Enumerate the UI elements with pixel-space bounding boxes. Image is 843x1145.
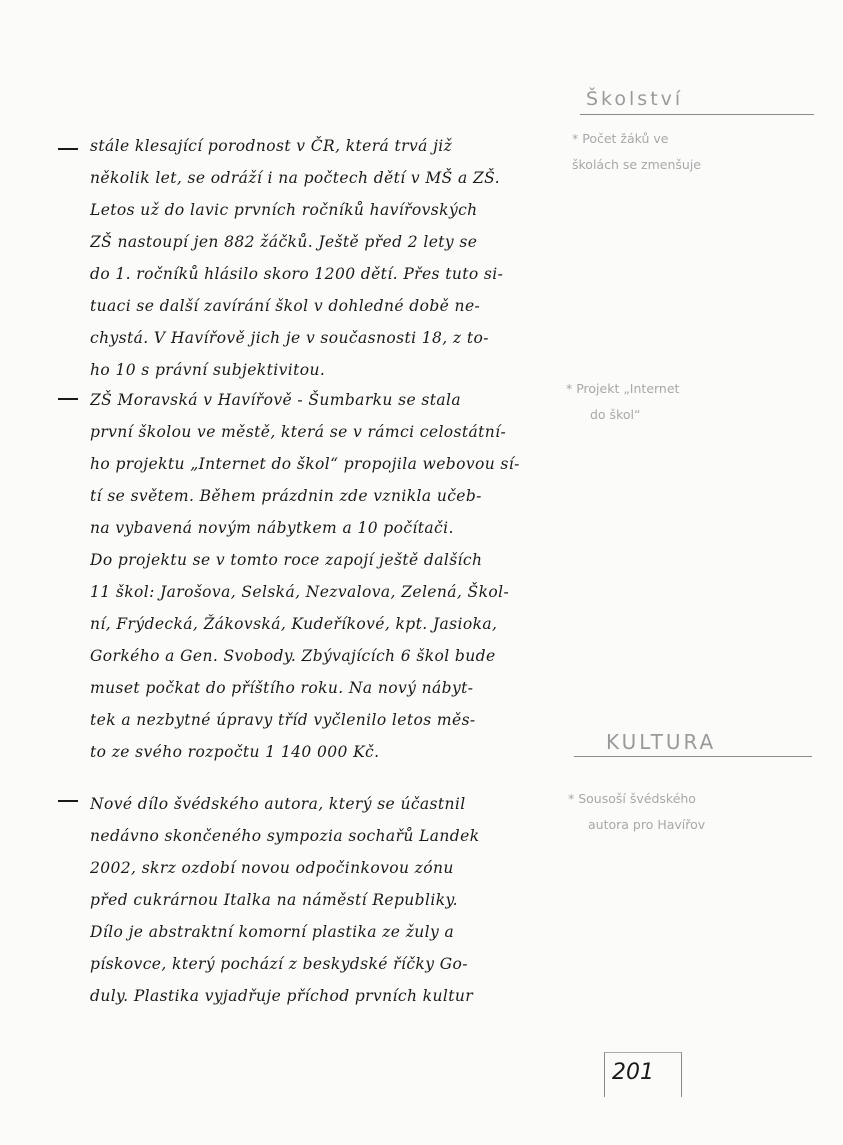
text-line: to ze svého rozpočtu 1 140 000 Kč. — [90, 743, 380, 761]
text-line: muset počkat do příštího roku. Na nový nábyt- — [90, 679, 474, 697]
text-line: do 1. ročníků hlásilo skoro 1200 dětí. Přes tuto si- — [90, 265, 504, 283]
margin-note-1 — [572, 126, 701, 178]
text-line: Letos už do lavic prvních ročníků havířovských — [90, 201, 478, 219]
margin-note-line: školách se zmenšuje — [572, 157, 701, 172]
margin-note-2 — [566, 376, 679, 428]
text-line: několik let, se odráží i na počtech dětí v MŠ a ZŠ. — [90, 169, 500, 187]
text-line: ní, Frýdecká, Žákovská, Kudeříkové, kpt. Jasioka, — [90, 615, 498, 633]
text-line: Nové dílo švédského autora, který se účastnil — [90, 795, 466, 813]
text-line: Gorkého a Gen. Svobody. Zbývajících 6 škol bude — [90, 647, 496, 665]
margin-note-3 — [568, 786, 705, 838]
text-line: ho 10 s právní subjektivitou. — [90, 361, 326, 379]
text-line: ho projektu „Internet do škol“ propojila webovou sí- — [90, 455, 520, 473]
text-line: tí se světem. Během prázdnin zde vznikla učeb- — [90, 487, 482, 505]
text-line: duly. Plastika vyjadřuje příchod prvních kultur — [90, 987, 474, 1005]
text-line: Do projektu se v tomto roce zapojí ještě dalších — [90, 551, 483, 569]
text-line: Dílo je abstraktní komorní plastika ze žuly a — [90, 923, 455, 941]
text-line: nedávno skončeného sympozia sochařů Landek — [90, 827, 480, 845]
text-line: tek a nezbytné úpravy tříd vyčlenilo letos měs- — [90, 711, 476, 729]
heading-rule-skolstvi — [580, 114, 814, 115]
margin-note-line: * Projekt „Internet — [566, 381, 680, 396]
text-line: 2002, skrz ozdobí novou odpočinkovou zónu — [90, 859, 454, 877]
text-line: před cukrárnou Italka na náměstí Republiky. — [90, 891, 458, 909]
heading-kultura: KULTURA — [606, 730, 717, 754]
bullet-dash — [58, 800, 78, 802]
heading-rule-kultura — [574, 756, 812, 757]
margin-note-line: do škol“ — [590, 407, 641, 422]
margin-note-line: autora pro Havířov — [588, 817, 706, 832]
text-line: tuaci se další zavírání škol v dohledné době ne- — [90, 297, 481, 315]
margin-note-line: * Sousoší švédského — [568, 791, 696, 806]
text-line: pískovce, který pochází z beskydské říčky Go- — [90, 955, 468, 973]
heading-skolstvi: Školství — [586, 88, 684, 110]
text-line: ZŠ Moravská v Havířově - Šumbarku se stala — [90, 391, 462, 409]
text-line: na vybavená novým nábytkem a 10 počítači. — [90, 519, 454, 537]
bullet-dash — [58, 148, 78, 150]
text-line: chystá. V Havířově jich je v současnosti 18, z to- — [90, 329, 489, 347]
margin-note-line: * Počet žáků ve — [572, 131, 669, 146]
text-line: stále klesající porodnost v ČR, která trvá již — [90, 137, 453, 155]
bullet-dash — [58, 398, 78, 400]
text-line: ZŠ nastoupí jen 882 žáčků. Ještě před 2 lety se — [90, 233, 478, 251]
text-line: první školou ve městě, která se v rámci celostátní- — [90, 423, 507, 441]
text-line: 11 škol: Jarošova, Selská, Nezvalova, Zelená, Škol- — [90, 583, 510, 601]
page-number: 201 — [612, 1060, 654, 1085]
